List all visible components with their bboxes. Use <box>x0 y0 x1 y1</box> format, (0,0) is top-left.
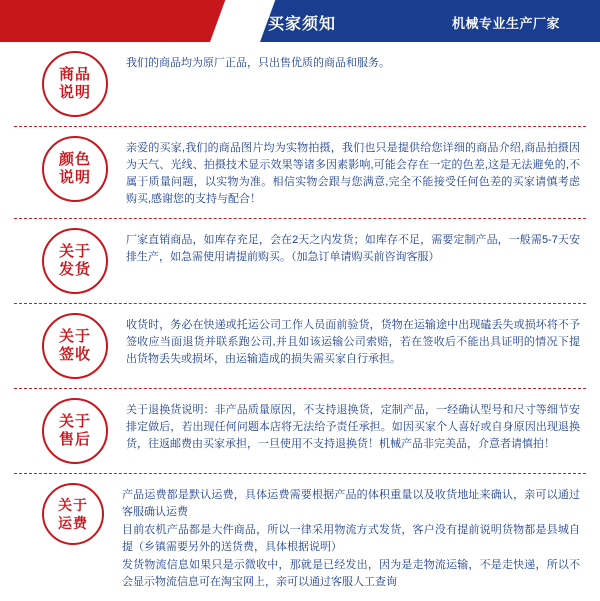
badge-line-1: 关于 <box>58 413 91 430</box>
section-body <box>122 483 586 592</box>
paragraph: 产品运费都是默认运费，具体运费需要根据产品的体积重量以及收货地址来确认，亲可以通过客服确认运费 <box>122 489 580 518</box>
badge-line-2: 售后 <box>58 431 91 448</box>
badge-line-2: 说明 <box>58 169 91 186</box>
badge-shipping <box>42 228 108 294</box>
section-color-description <box>14 127 586 219</box>
badge-product-description <box>42 51 108 117</box>
paragraph: 目前农机产品都是大件商品，所以一律采用物流方式发货，客户没有提前说明货物都是县城自提（乡镇需要另外的送货费，具体根据说明） <box>122 524 580 553</box>
notice-sections <box>0 42 600 601</box>
paragraph: 亲爱的买家,我们的商品图片均为实物拍摄，我们也只是提供给您详细的商品介绍,商品拍摄因为天气、光线、拍摄技术显示效果等诸多因素影响,可能会存在一定的色差,这是无法避免的,不属于质量问题，以实物为准。相信实物会跟与您满意,完全不能接受任何色差的买家请慎考虑购买,感谢您的支持与配合！ <box>126 142 580 205</box>
badge-line-2: 运费 <box>58 515 88 531</box>
section-after-sales <box>14 389 586 474</box>
section-body <box>126 228 586 267</box>
paragraph: 厂家直销商品，如库存充足，会在2天之内发货；如库存不足，需要定制产品，一般需5-7天安排生产，如急需使用请提前购买。（加急订单请购买前咨询客服） <box>126 234 580 263</box>
badge-line-2: 签收 <box>58 346 91 363</box>
badge-line-1: 颜色 <box>58 151 91 168</box>
page-title: 买家须知 <box>268 16 337 33</box>
badge-line-2: 说明 <box>58 84 91 101</box>
badge-color-description <box>42 136 108 202</box>
header-red-shape <box>0 0 225 42</box>
badge-line-1: 商品 <box>58 66 91 83</box>
section-body <box>126 313 586 369</box>
badge-line-1: 关于 <box>58 243 91 260</box>
paragraph: 收货时，务必在快递或托运公司工作人员面前验货，货物在运输途中出现磕丢失或损坏将不予签收应当面退货并联系跑公司,并且如该运输公司索赔，若在签收后不能出具证明的情况下提出货物丢失或损坏，由运输造成的损失需买家自行承担。 <box>126 319 580 365</box>
section-shipping <box>14 219 586 304</box>
paragraph: 关于退换货说明：非产品质量原因，不支持退换货，定制产品，一经确认型号和尺寸等细节安排定做后，若出现任何问题本店将无法给予责任承担。如因买家个人喜好或自身原因出现退换货，往返邮费由买家承担，一旦使用不支持退换货！机械产品非完美品，介意者请慎拍！ <box>126 404 580 450</box>
section-body <box>126 51 586 73</box>
badge-line-2: 发货 <box>58 261 91 278</box>
section-freight <box>14 474 586 601</box>
section-body <box>126 136 586 209</box>
badge-freight <box>42 483 104 545</box>
badge-after-sales <box>42 398 108 464</box>
header-subtitle: 机械专业生产厂家 <box>452 16 561 31</box>
section-body <box>126 398 586 454</box>
paragraph: 发货物流信息如果只是示微收中，那就是已经发出，因为是走物流运输，不是走快递，所以不会显示物流信息可在淘宝网上，亲可以通过客服人工查询 <box>122 559 580 588</box>
badge-line-1: 关于 <box>58 328 91 345</box>
paragraph: 我们的商品均为原厂正品，只出售优质的商品和服务。 <box>126 57 390 69</box>
section-product-description <box>14 42 586 127</box>
page-header <box>0 0 600 42</box>
badge-line-1: 关于 <box>58 497 88 513</box>
section-receipt <box>14 304 586 389</box>
badge-receipt <box>42 313 108 379</box>
